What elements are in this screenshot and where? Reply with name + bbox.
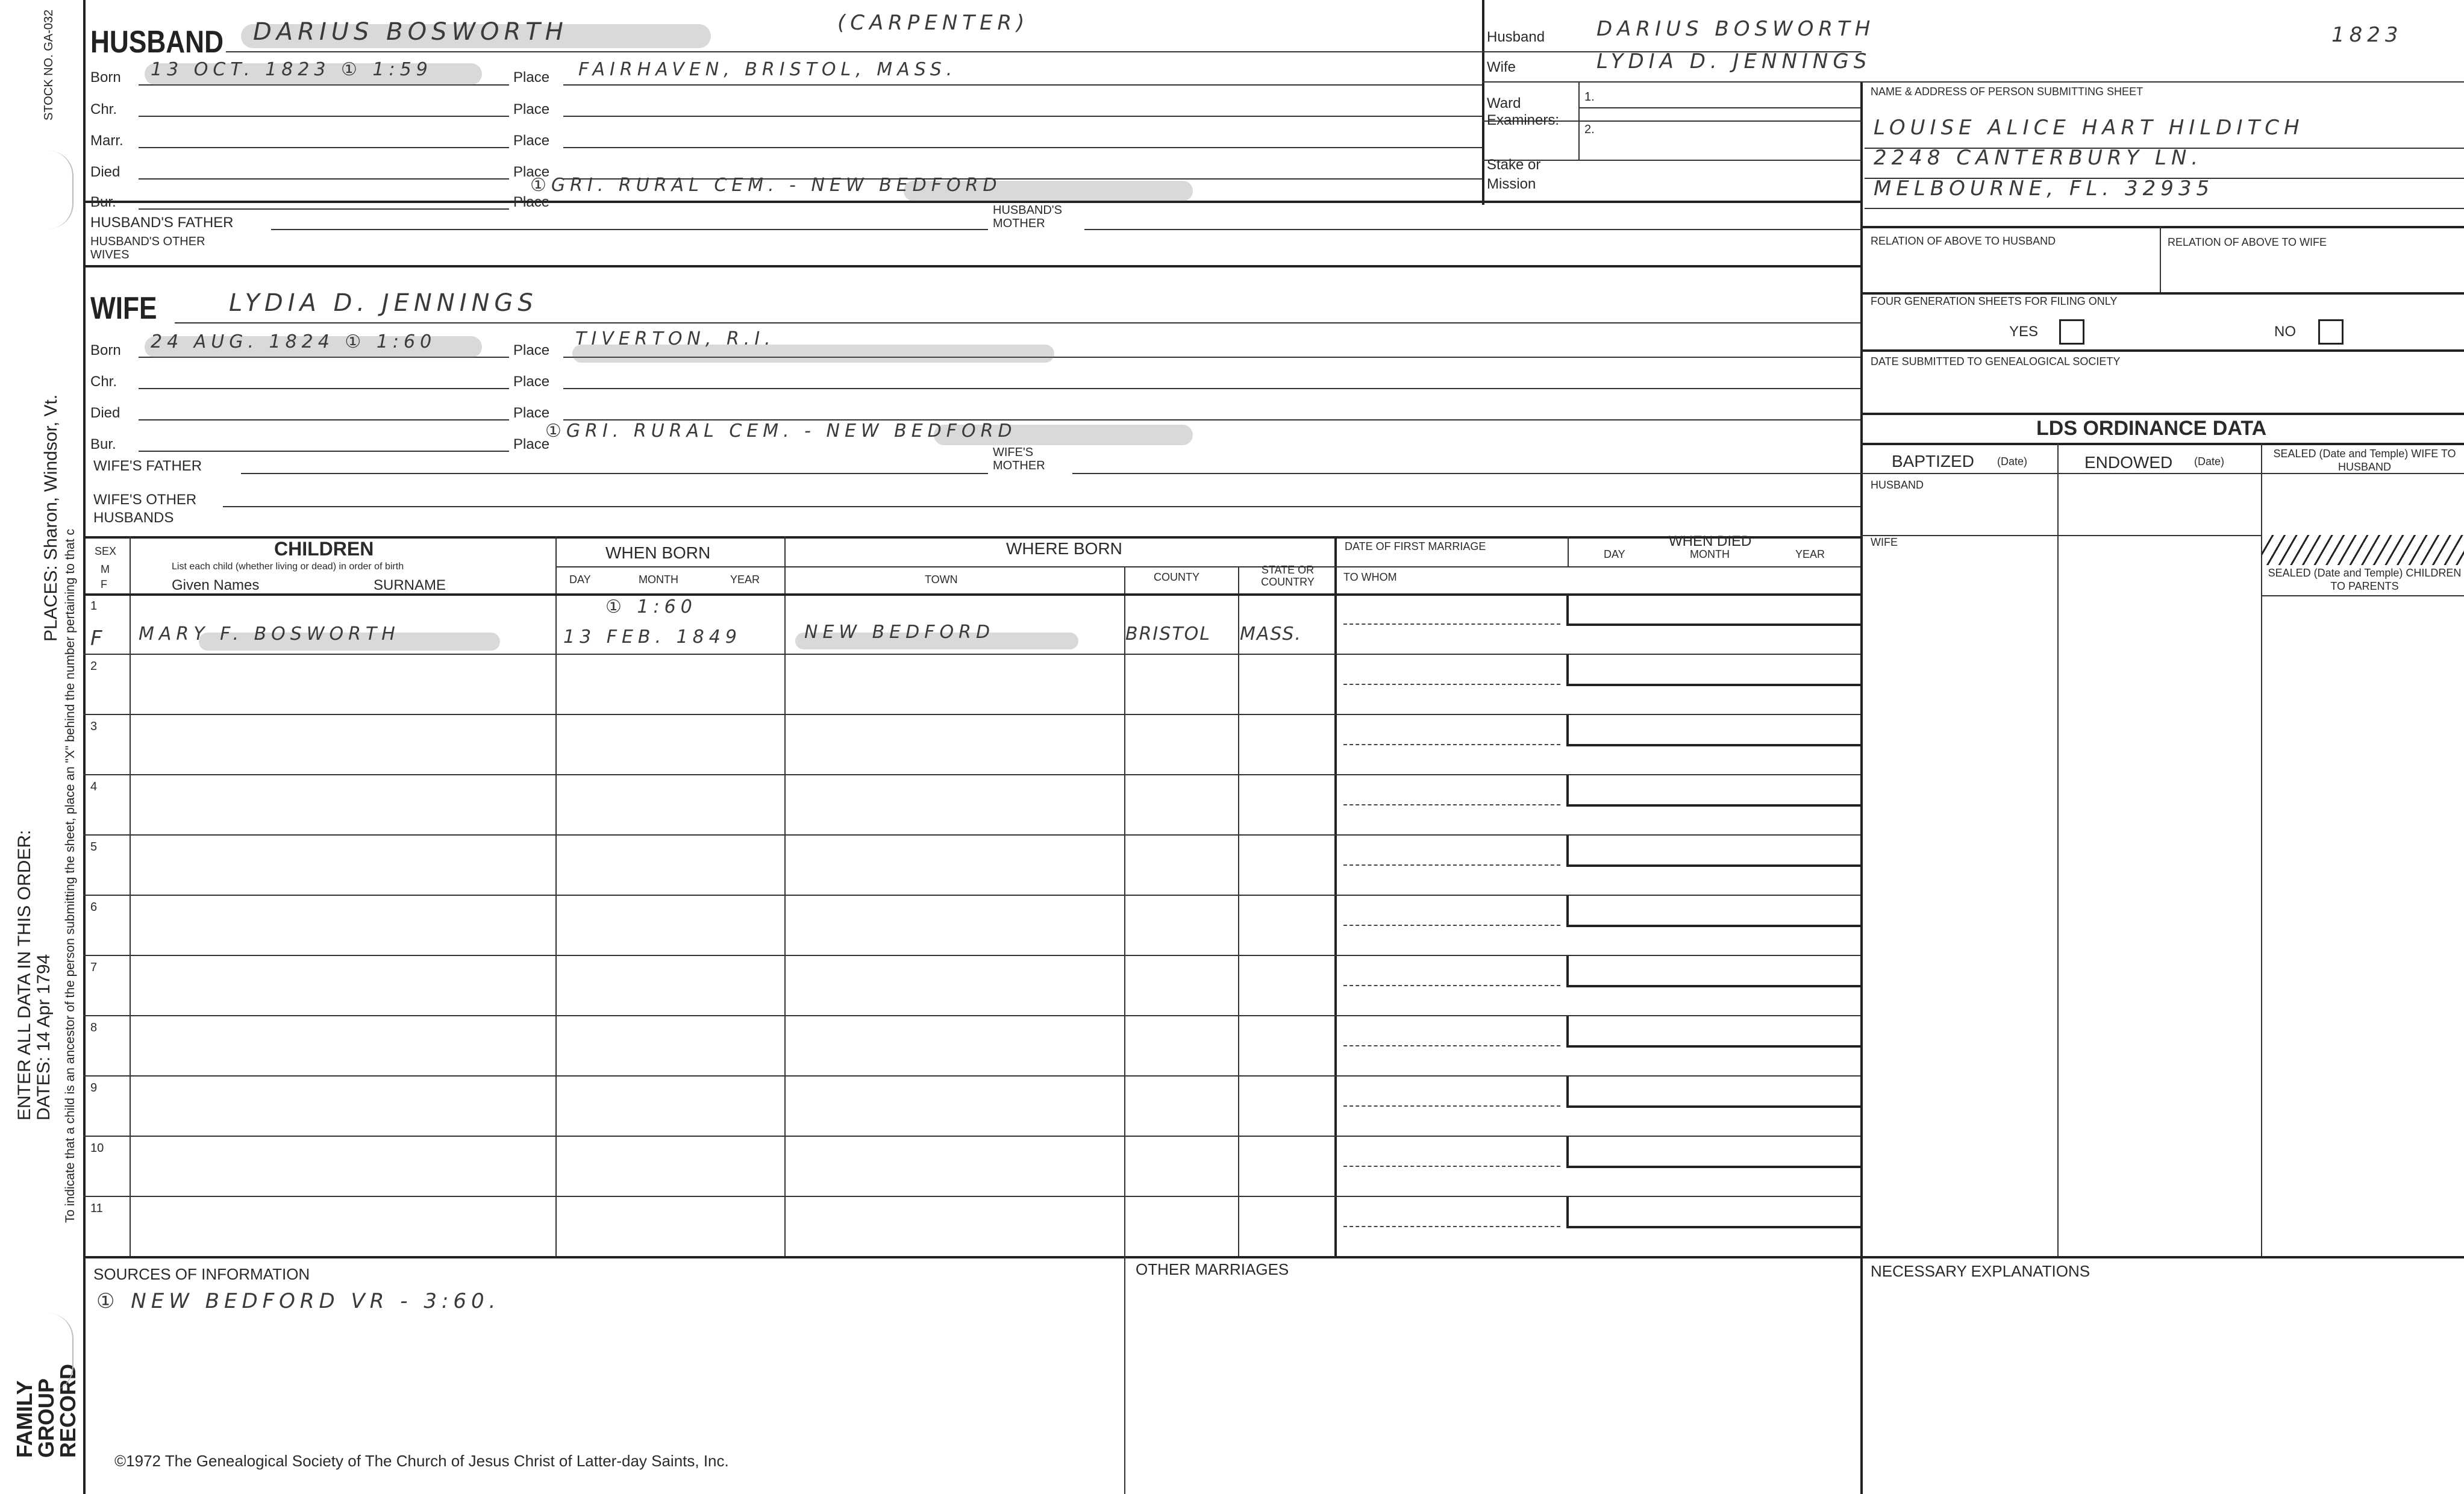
when-born-label: WHEN BORN (605, 543, 711, 562)
dates-note: DATES: 14 Apr 1794 (34, 954, 54, 1120)
to-whom-label: TO WHOM (1343, 571, 1397, 583)
wife-born-date: 24 AUG. 1824 ① 1:60 (151, 331, 437, 352)
husband-chr-place-label: Place (513, 101, 550, 117)
death-date-bracket (1566, 896, 1863, 927)
lds-title: LDS ORDINANCE DATA (2036, 417, 2267, 440)
sex-f-label: F (101, 578, 107, 590)
punch-hole-top (48, 151, 73, 229)
lds-hatched-cell (2262, 535, 2464, 565)
husband-occupation: (CARPENTER) (837, 11, 1030, 35)
wife-mother-label: WIFE'S MOTHER (993, 446, 1045, 472)
wife-bur-label: Bur. (90, 436, 116, 452)
enter-all-note: ENTER ALL DATA IN THIS ORDER: (14, 830, 34, 1120)
when-died-label: WHEN DIED (1669, 533, 1752, 549)
death-date-bracket (1566, 836, 1863, 867)
child-row-number: 3 (90, 720, 98, 733)
husband-bur-place-label: Place (513, 194, 550, 210)
child-row-number: 2 (90, 660, 98, 673)
child-row-number: 7 (90, 961, 98, 974)
death-date-bracket (1566, 775, 1863, 807)
given-names-label: Given Names (172, 577, 260, 593)
marriage-date-dash (1343, 1105, 1560, 1107)
children-list-note: List each child (whether living or dead) in order of birth (172, 561, 404, 572)
child-1-town: NEW BEDFORD (804, 622, 995, 643)
yes-label: YES (2009, 323, 2039, 340)
sex-m-label: M (101, 563, 110, 575)
child-row-number: 5 (90, 840, 98, 854)
died-day-label: DAY (1604, 548, 1625, 560)
right-husband-year: 1823 (2331, 23, 2403, 47)
submitter-line2: 2248 CANTERBURY LN. (1874, 146, 2203, 170)
ward-2: 2. (1584, 123, 1595, 136)
marriage-date-dash (1343, 1045, 1560, 1046)
child-row-number: 8 (90, 1021, 98, 1034)
right-wife-label: Wife (1487, 59, 1516, 75)
date-submitted-label: DATE SUBMITTED TO GENEALOGICAL SOCIETY (1871, 355, 2121, 367)
lds-baptized-label: BAPTIZED (1892, 452, 1974, 470)
sources-text: ① NEW BEDFORD VR - 3:60. (96, 1289, 501, 1313)
four-gen-label: FOUR GENERATION SHEETS FOR FILING ONLY (1871, 295, 2118, 307)
death-date-bracket (1566, 655, 1863, 686)
wife-bur-place-label: Place (513, 436, 550, 452)
copyright: ©1972 The Genealogical Society of The Church of Jesus Christ of Latter-day Saints, Inc. (114, 1452, 729, 1470)
husband-marr-place-label: Place (513, 133, 550, 149)
husband-father-label: HUSBAND'S FATHER (90, 214, 234, 231)
wife-born-place: TIVERTON, R.I. (575, 328, 775, 349)
wife-father-label: WIFE'S FATHER (93, 458, 202, 474)
right-husband-label: Husband (1487, 29, 1545, 45)
husband-chr-label: Chr. (90, 101, 117, 117)
submitter-label: NAME & ADDRESS OF PERSON SUBMITTING SHEET (1871, 86, 2143, 98)
marriage-date-dash (1343, 804, 1560, 805)
child-1-sex: F (90, 627, 102, 651)
record-title-1: FAMILY (12, 1380, 37, 1458)
marriage-date-dash (1343, 624, 1560, 625)
wife-other-husbands-label: WIFE'S OTHER HUSBANDS (93, 492, 197, 526)
child-row-number: 1 (90, 599, 98, 613)
death-date-bracket (1566, 1016, 1863, 1048)
children-label: CHILDREN (274, 538, 374, 560)
ward-1: 1. (1584, 90, 1595, 104)
lds-sealed-wife-label: SEALED (Date and Temple) WIFE TO HUSBAND (2273, 448, 2456, 473)
wife-born-label: Born (90, 342, 121, 358)
husband-marr-label: Marr. (90, 133, 124, 149)
first-marriage-label: DATE OF FIRST MARRIAGE (1345, 540, 1486, 552)
other-marriages-label: OTHER MARRIAGES (1136, 1260, 1289, 1278)
where-born-label: WHERE BORN (1006, 539, 1122, 558)
sources-label: SOURCES OF INFORMATION (93, 1265, 310, 1283)
wife-chr-label: Chr. (90, 374, 117, 390)
child-1-county: BRISTOL (1125, 624, 1211, 645)
child-row-number: 9 (90, 1081, 98, 1095)
husband-other-wives-label: HUSBAND'S OTHER WIVES (90, 235, 205, 261)
wife-chr-place-label: Place (513, 374, 550, 390)
surname-label: SURNAME (374, 577, 446, 593)
child-1-name: MARY F. BOSWORTH (139, 624, 400, 645)
lds-endowed-date: (Date) (2194, 455, 2225, 467)
child-row-number: 10 (90, 1142, 104, 1155)
marriage-date-dash (1343, 744, 1560, 745)
lds-baptized-date: (Date) (1997, 455, 2028, 467)
born-month-label: MONTH (639, 574, 678, 586)
marriage-date-dash (1343, 1226, 1560, 1227)
died-year-label: YEAR (1795, 548, 1825, 560)
death-date-bracket (1566, 1197, 1863, 1228)
husband-died-place-label: Place (513, 164, 550, 180)
lds-sealed-children-label: SEALED (Date and Temple) CHILDREN TO PARENTS (2268, 567, 2462, 592)
child-1-born: 13 FEB. 1849 (563, 627, 742, 648)
husband-bur-label: Bur. (90, 194, 116, 210)
husband-died-label: Died (90, 164, 120, 180)
ward-label: Ward Examiners: (1487, 95, 1560, 128)
death-date-bracket (1566, 1137, 1863, 1168)
relation-wife-label: RELATION OF ABOVE TO WIFE (2168, 236, 2327, 248)
state-label: STATE OR COUNTRY (1261, 564, 1315, 588)
husband-heading: HUSBAND (90, 25, 224, 60)
yes-checkbox[interactable] (2059, 319, 2084, 345)
stock-number: STOCK NO. GA-032 (42, 9, 55, 120)
wife-heading: WIFE (90, 291, 157, 326)
wife-bur-place: ①GRI. RURAL CEM. - NEW BEDFORD (545, 420, 1017, 442)
sex-label: SEX (95, 545, 117, 557)
wife-died-label: Died (90, 405, 120, 421)
record-title-3: RECORD (55, 1363, 80, 1458)
indicate-note: To indicate that a child is an ancestor of the person submitting the sheet, place an "X" behind the number pertaining to that c (63, 529, 77, 1223)
husband-name: DARIUS BOSWORTH (253, 18, 568, 46)
explanations-label: NECESSARY EXPLANATIONS (1871, 1262, 2090, 1280)
child-row-number: 4 (90, 780, 98, 793)
wife-died-place-label: Place (513, 405, 550, 421)
marriage-date-dash (1343, 864, 1560, 866)
child-row-number: 6 (90, 901, 98, 914)
husband-born-date: 13 OCT. 1823 ① 1:59 (151, 59, 433, 80)
marriage-date-dash (1343, 925, 1560, 926)
lds-husband-label: HUSBAND (1871, 479, 1924, 491)
wife-name: LYDIA D. JENNINGS (229, 289, 538, 317)
record-title-2: GROUP (34, 1378, 58, 1458)
husband-born-place-label: Place (513, 69, 550, 86)
husband-born-place: FAIRHAVEN, BRISTOL, MASS. (578, 59, 957, 80)
town-label: TOWN (925, 574, 958, 586)
died-month-label: MONTH (1690, 548, 1730, 560)
husband-born-label: Born (90, 69, 121, 86)
no-checkbox[interactable] (2318, 319, 2344, 345)
child-row-number: 11 (90, 1202, 103, 1215)
death-date-bracket (1566, 956, 1863, 987)
marriage-date-dash (1343, 684, 1560, 685)
born-year-label: YEAR (730, 574, 760, 586)
child-1-born-note: ① 1:60 (605, 596, 697, 617)
right-husband-name: DARIUS BOSWORTH (1596, 17, 1875, 41)
places-note: PLACES: Sharon, Windsor, Vt. (41, 394, 61, 642)
death-date-bracket (1566, 715, 1863, 746)
county-label: COUNTY (1154, 571, 1199, 583)
relation-husband-label: RELATION OF ABOVE TO HUSBAND (1871, 235, 2056, 247)
death-date-bracket (1566, 1077, 1863, 1108)
death-date-bracket (1566, 595, 1863, 626)
born-day-label: DAY (569, 574, 591, 586)
lds-wife-label: WIFE (1871, 536, 1898, 548)
submitter-line3: MELBOURNE, FL. 32935 (1874, 177, 2215, 201)
husband-mother-label: HUSBAND'S MOTHER (993, 204, 1062, 230)
submitter-line1: LOUISE ALICE HART HILDITCH (1874, 116, 2304, 140)
husband-bur-place: ①GRI. RURAL CEM. - NEW BEDFORD (530, 175, 1002, 196)
marriage-date-dash (1343, 1166, 1560, 1167)
stake-label: Stake or Mission (1487, 157, 1541, 192)
no-label: NO (2274, 323, 2296, 340)
lds-endowed-label: ENDOWED (2084, 453, 2173, 472)
wife-born-place-label: Place (513, 342, 550, 358)
right-wife-name: LYDIA D. JENNINGS (1596, 49, 1872, 73)
marriage-date-dash (1343, 985, 1560, 986)
child-1-state: MASS. (1240, 624, 1302, 645)
